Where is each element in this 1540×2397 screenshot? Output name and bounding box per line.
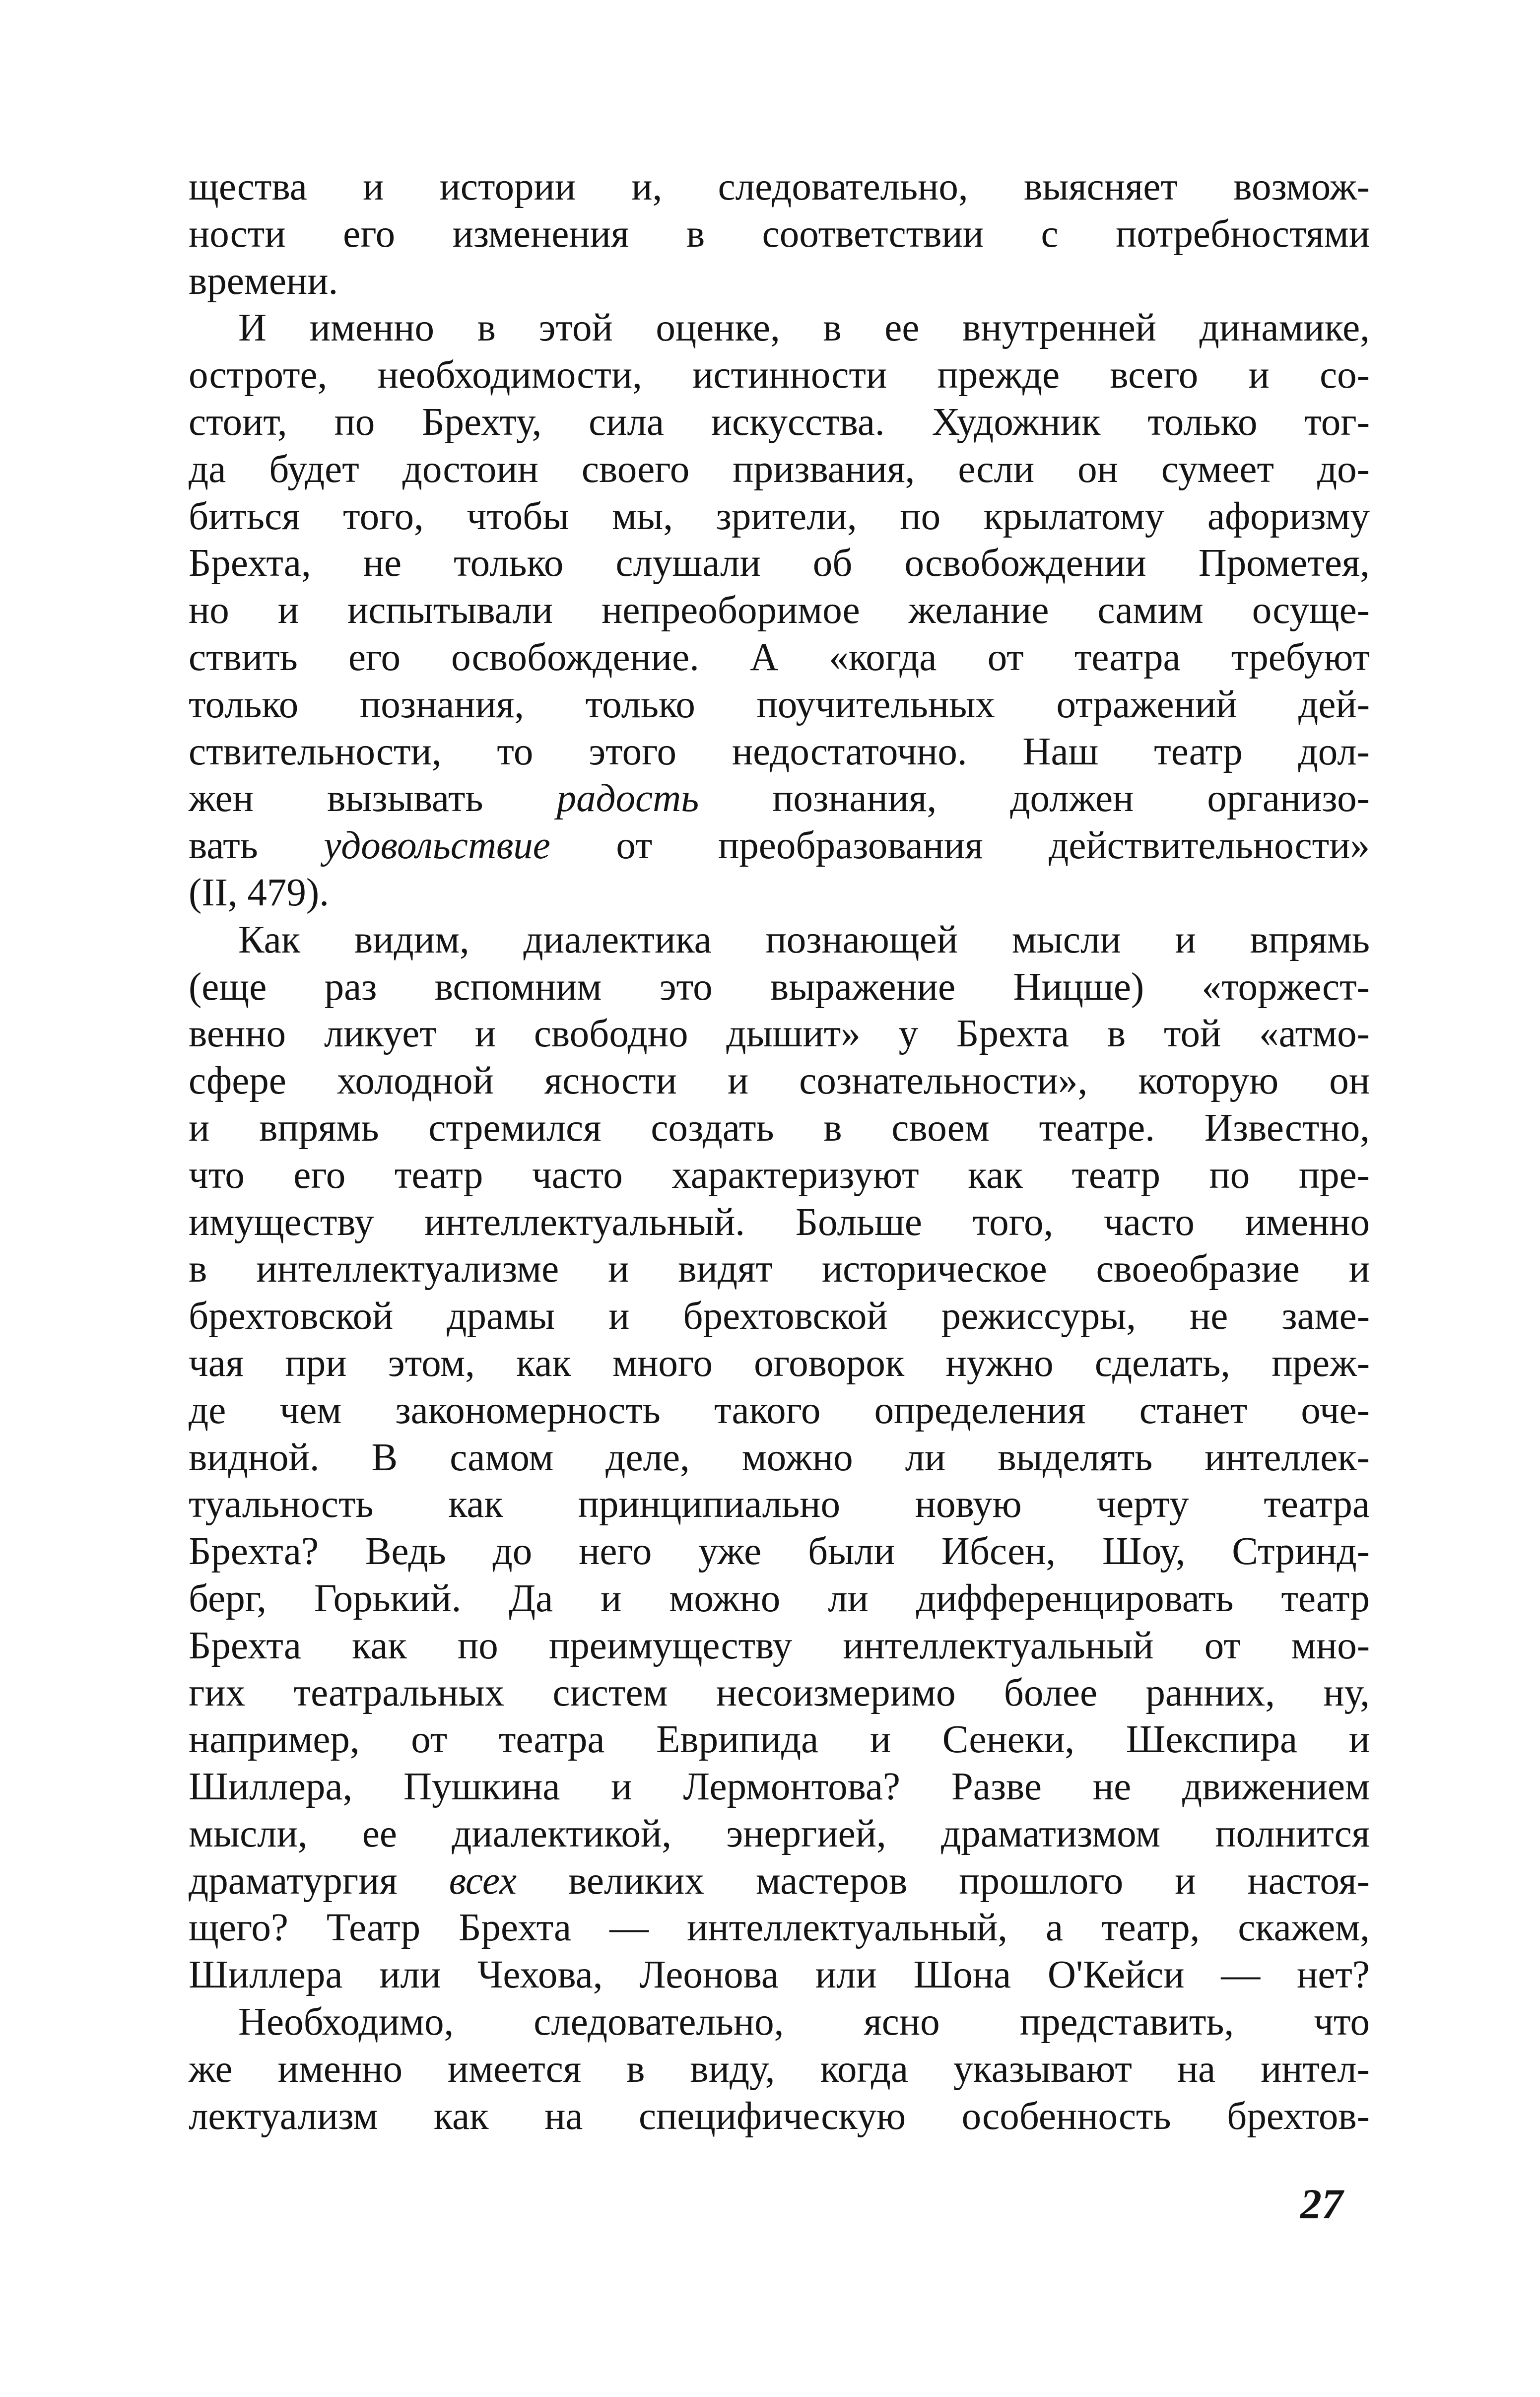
text-line: лектуализм как на специфическую особенность брехтов- (189, 2094, 1370, 2138)
text-run: от преобразования действительности» (550, 824, 1370, 868)
text-line: времени. (189, 259, 338, 303)
text-run: вать (189, 824, 324, 868)
text-line: и впрямь стремился создать в своем театре. Известно, (189, 1106, 1370, 1150)
text-line (189, 1858, 1370, 1905)
text-line: ности его изменения в соответствии с потребностями (189, 212, 1370, 256)
text-line: Брехта, не только слушали об освобождении Прометея, (189, 542, 1370, 585)
text-line: биться того, чтобы мы, зрители, по крылатому афоризму (189, 494, 1370, 538)
text-line: в интеллектуализме и видят историческое своеобразие и (189, 1247, 1370, 1291)
emphasis-vsekh: всех (449, 1859, 517, 1903)
body-text (189, 164, 1370, 2140)
text-run: познания, должен организо- (699, 777, 1370, 821)
text-line: (II, 479). (189, 871, 329, 914)
text-run: жен вызывать (189, 777, 557, 821)
text-line: ствительности, то этого недостаточно. Наш театр дол- (189, 730, 1370, 773)
text-line: Шиллера или Чехова, Леонова или Шона О'Кейси — нет? (189, 1953, 1370, 1997)
text-line: Необходимо, следовательно, ясно представить, что (238, 2000, 1370, 2044)
text-line: Брехта? Ведь до него уже были Ибсен, Шоу, Стринд- (189, 1530, 1370, 1574)
text-run: великих мастеров прошлого и настоя- (517, 1859, 1370, 1903)
text-line: например, от театра Еврипида и Сенеки, Шекспира и (189, 1718, 1370, 1762)
text-line: что его театр часто характеризуют как театр по пре- (189, 1153, 1370, 1197)
text-line: да будет достоин своего призвания, если он сумеет до- (189, 447, 1370, 491)
text-line: стоит, по Брехту, сила искусства. Художник только тог- (189, 400, 1370, 444)
text-line: щества и истории и, следовательно, выясняет возмож- (189, 165, 1370, 208)
text-line: туальность как принципиально новую черту театра (189, 1483, 1370, 1526)
text-line: видной. В самом деле, можно ли выделять интеллек- (189, 1436, 1370, 1479)
text-line: берг, Горький. Да и можно ли дифференцировать театр (189, 1576, 1370, 1620)
text-line: но и испытывали непреоборимое желание самим осуще- (189, 589, 1370, 632)
text-line: де чем закономерность такого определения станет оче- (189, 1388, 1370, 1432)
text-line: сфере холодной ясности и сознательности», которую он (189, 1059, 1370, 1103)
emphasis-udovolstvie: удовольствие (324, 824, 550, 868)
text-line: Как видим, диалектика познающей мысли и впрямь (238, 918, 1370, 961)
text-line: (еще раз вспомним это выражение Ницше) «торжест- (189, 965, 1370, 1009)
text-line: Шиллера, Пушкина и Лермонтова? Разве не движением (189, 1765, 1370, 1809)
text-line: только познания, только поучительных отражений дей- (189, 683, 1370, 726)
text-line: ствить его освобождение. А «когда от театра требуют (189, 635, 1370, 679)
text-line: остроте, необходимости, истинности прежде всего и со- (189, 353, 1370, 397)
text-line: гих театральных систем несоизмеримо более ранних, ну, (189, 1671, 1370, 1714)
text-line: Брехта как по преимуществу интеллектуальный от мно- (189, 1624, 1370, 1667)
page-number: 27 (1300, 2180, 1343, 2228)
text-line: чая при этом, как много оговорок нужно сделать, преж- (189, 1341, 1370, 1385)
text-line (189, 822, 1370, 870)
text-line: брехтовской драмы и брехтовской режиссуры, не заме- (189, 1295, 1370, 1338)
text-run: драматургия (189, 1859, 449, 1903)
text-line: же именно имеется в виду, когда указывают на интел- (189, 2047, 1370, 2091)
text-line: щего? Театр Брехта — интеллектуальный, а театр, скажем, (189, 1906, 1370, 1950)
text-line (189, 775, 1370, 822)
text-line: мысли, ее диалектикой, энергией, драматизмом полнится (189, 1812, 1370, 1855)
text-line: И именно в этой оценке, в ее внутренней динамике, (238, 306, 1370, 350)
text-line: венно ликует и свободно дышит» у Брехта в той «атмо- (189, 1012, 1370, 1056)
text-line: имуществу интеллектуальный. Больше того, часто именно (189, 1200, 1370, 1244)
emphasis-radost: радость (556, 777, 699, 821)
